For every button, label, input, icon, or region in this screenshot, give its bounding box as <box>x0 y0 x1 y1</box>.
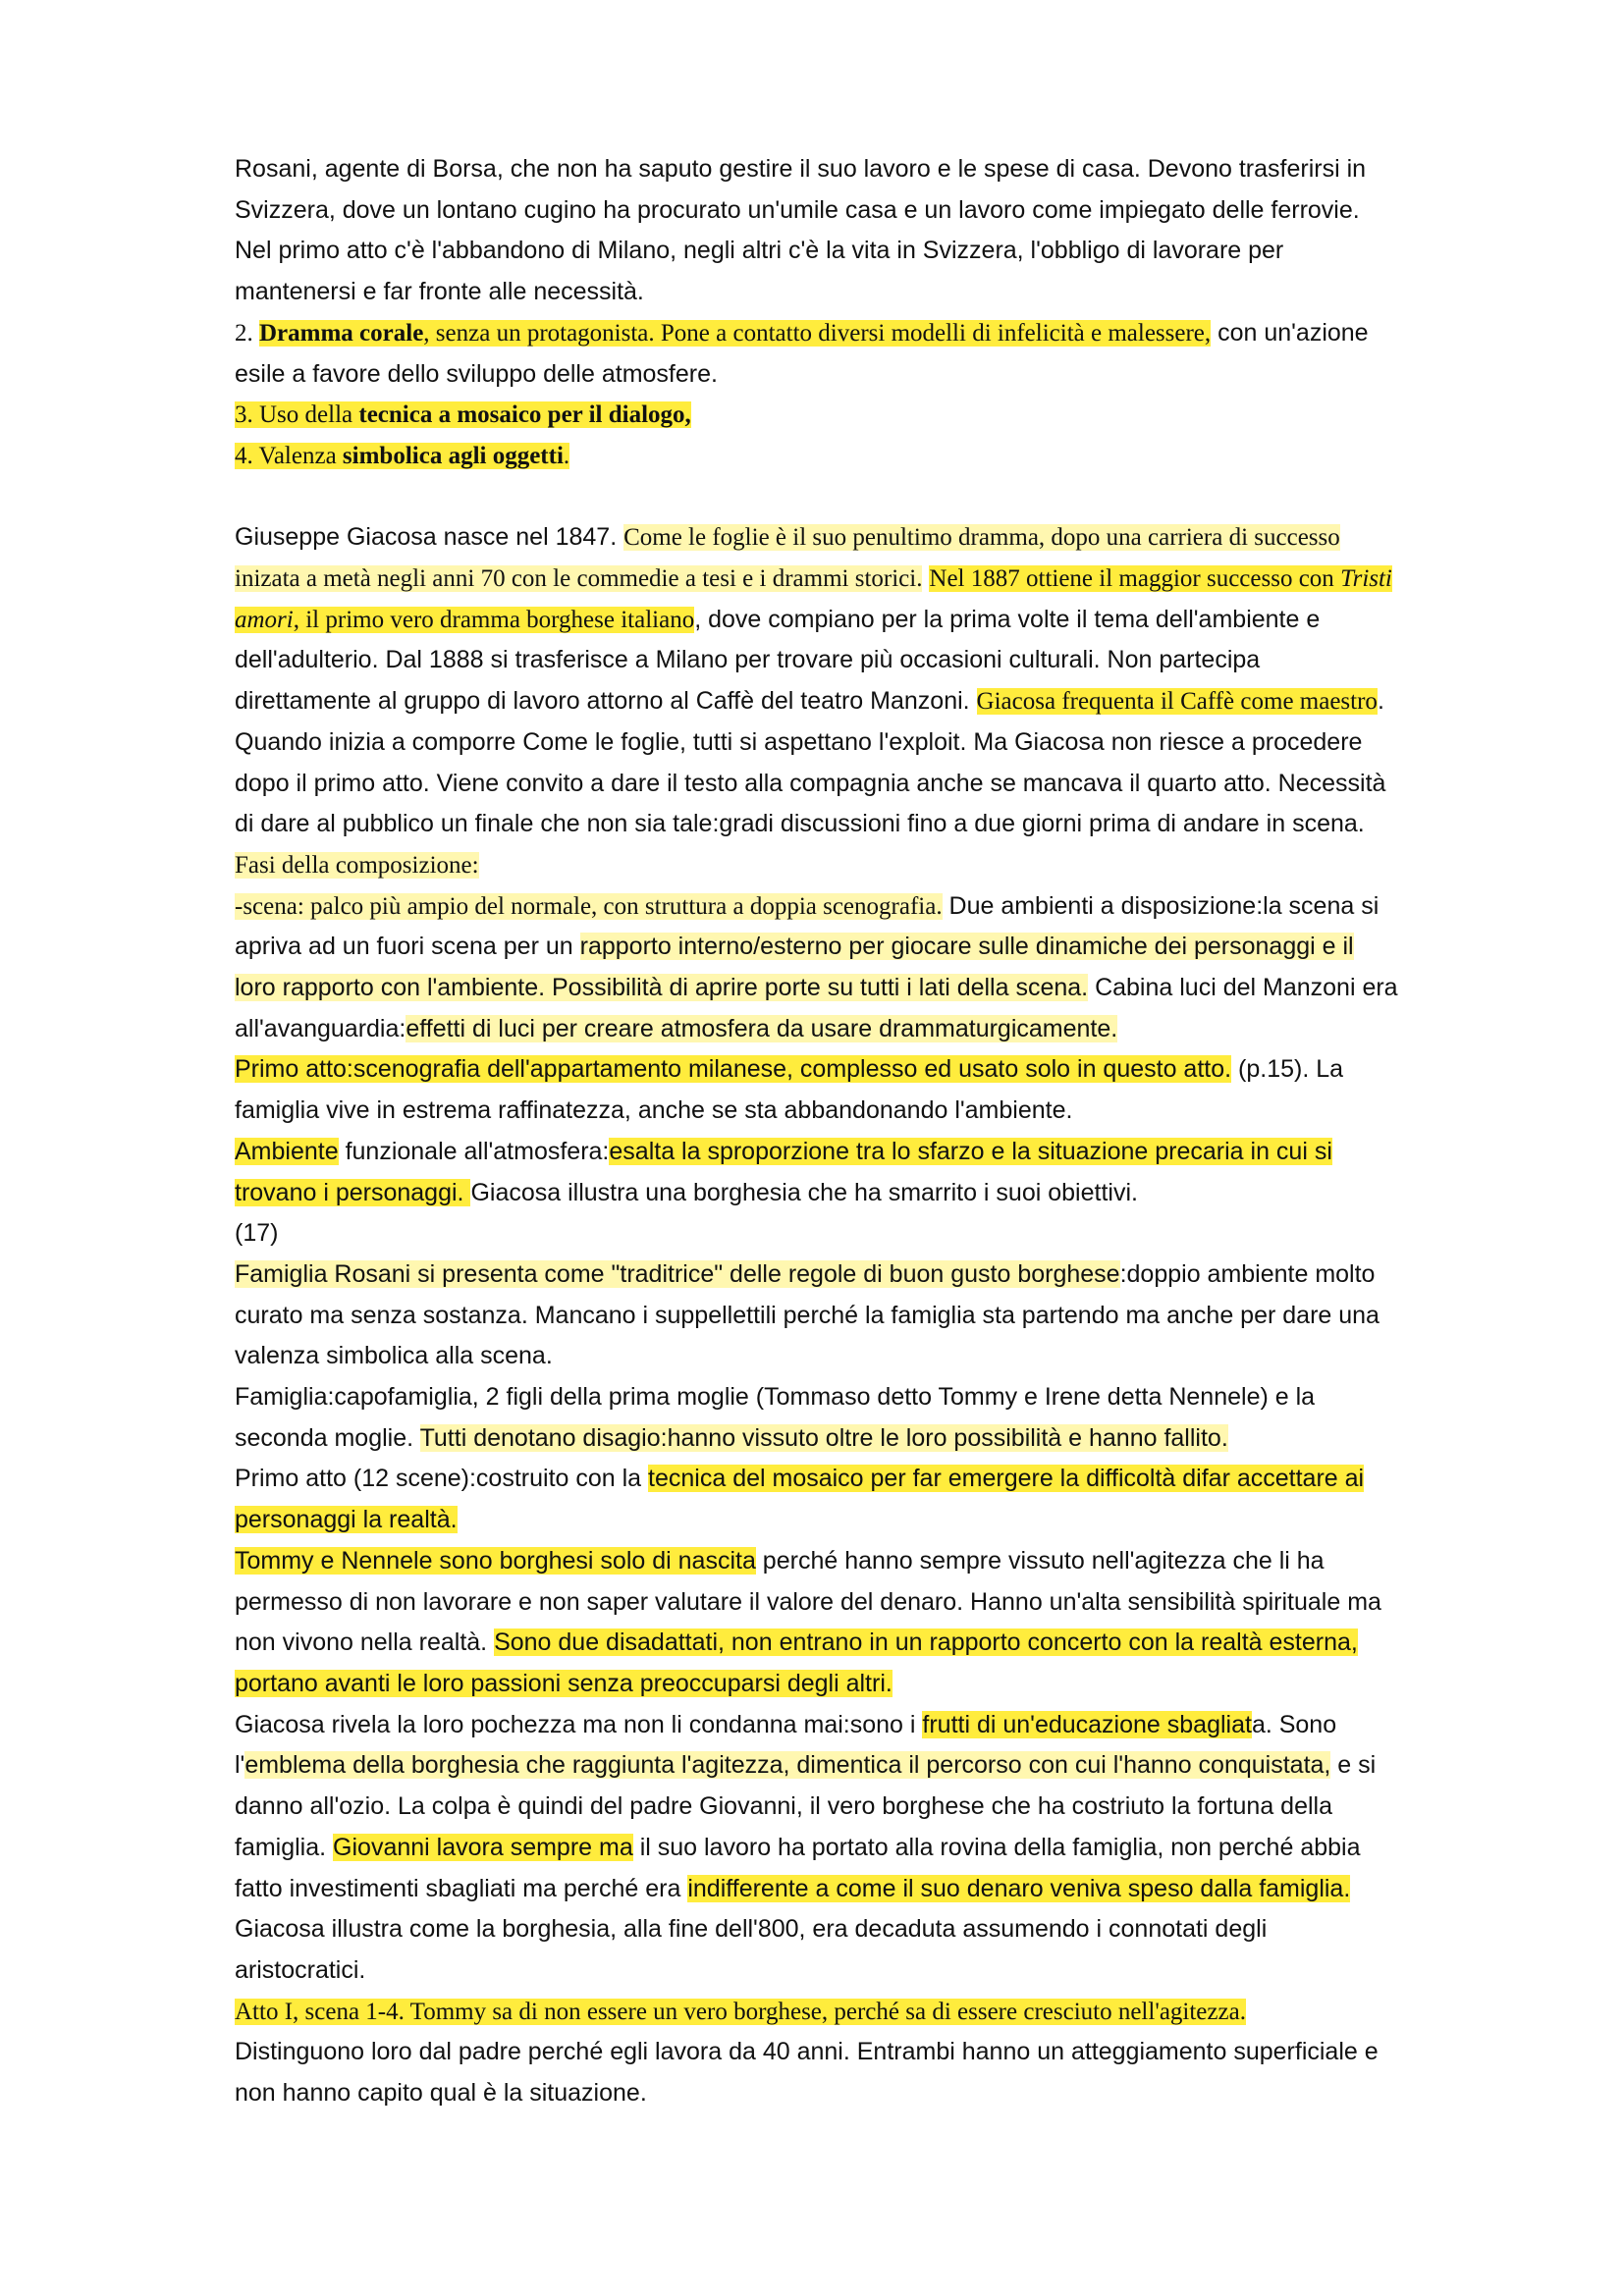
paragraph <box>235 1705 1398 1992</box>
paragraph <box>235 517 1398 845</box>
document-body <box>235 149 1398 2114</box>
text-run: con un'azione esile a favore dello sviluppo delle atmosfere. <box>235 318 1369 388</box>
text-run: Distinguono loro dal padre perché egli lavora da 40 anni. Entrambi hanno un atteggiamento superficiale e non hanno capito qual è la situazione. <box>235 2038 1379 2108</box>
text-run: Rosani, agente di Borsa, che non ha saputo gestire il suo lavoro e le spese di casa. Devono trasferirsi in Svizzera, dove un lontano cugino ha procurato un'umile casa e un lavoro come impiegato delle ferrovie. Nel primo atto c'è l'abbandono di Milano, negli altri c'è la vita in Svizzera, l'obbligo di lavorare per mantenersi e far fronte alle necessità. <box>235 155 1367 306</box>
paragraph <box>235 1459 1398 1540</box>
text-run: . <box>563 442 570 469</box>
text-run: Giacosa frequenta il Caffè come maestro <box>976 688 1378 716</box>
paragraph <box>235 149 1398 313</box>
text-run: esalta la sproporzione tra lo sfarzo e la situazione precaria in cui si trovano i personaggi. <box>235 1137 1332 1206</box>
text-run: Primo atto (12 scene):costruito con la <box>235 1465 649 1493</box>
text-run: -scena: palco più ampio del normale, con struttura a doppia scenografia. <box>235 892 943 920</box>
text-run: rapporto interno/esterno per giocare sulle dinamiche dei personaggi e il loro rapporto con l'ambiente. Possibilità di aprire porte su tutti i lati della scena. <box>235 933 1354 1002</box>
text-run: Due ambienti a disposizione:la scena si apriva ad un fuori scena per un <box>235 891 1380 961</box>
paragraph <box>235 313 1398 395</box>
paragraph <box>235 2032 1398 2113</box>
paragraph <box>235 1541 1398 1705</box>
text-run: il suo lavoro ha portato alla rovina della famiglia, non perché abbia fatto investimenti sbagliati ma perché era <box>235 1833 1361 1902</box>
text-run: Famiglia:capofamiglia, 2 figli della prima moglie (Tommaso detto Tommy e Irene detta Nennele) e la seconda moglie. <box>235 1383 1316 1452</box>
text-run: Come le foglie è il suo penultimo dramma, dopo una carriera di successo inizata a metà negli anni 70 con le commedie a tesi e i drammi storici. <box>235 524 1340 593</box>
text-run: Giovanni lavora sempre ma <box>333 1833 633 1861</box>
paragraph <box>235 1213 1398 1255</box>
text-run: Fasi della composizione: <box>235 851 479 879</box>
text-run: Dramma corale <box>259 319 424 347</box>
text-run: 4. Valenza <box>235 442 343 469</box>
text-run: tecnica a mosaico per il dialogo, <box>358 401 691 429</box>
text-run: Giacosa rivela la loro pochezza ma non li condanna mai:sono i <box>235 1710 923 1738</box>
text-run: . Quando inizia a comporre Come le foglie, tutti si aspettano l'exploit. Ma Giacosa non riesce a procedere dopo il primo atto. Viene convito a dare il testo alla compagnia anche se mancava il quarto atto. Necessità di dare al pubblico un finale che non sia tale:gradi discussioni fino a due giorni prima di andare in scena. <box>235 687 1386 838</box>
text-run: emblema della borghesia che raggiunta l'agitezza, dimentica il percorso con cui l'hanno conquistata, <box>244 1751 1331 1780</box>
text-run: Tommy e Nennele sono borghesi solo di nascita <box>235 1546 756 1575</box>
text-run: Nel 1887 ottiene il maggior successo con <box>929 565 1341 593</box>
text-run: Cabina luci del Manzoni era all'avanguardia: <box>235 974 1398 1042</box>
text-run: Giacosa illustra una borghesia che ha smarrito i suoi obiettivi. <box>470 1178 1138 1206</box>
text-run: tecnica del mosaico per far emergere la difficoltà difar accettare ai personaggi la realtà. <box>235 1465 1365 1534</box>
text-run: frutti di un'educazione sbagliat <box>922 1710 1252 1738</box>
text-run: Tutti denotano disagio:hanno vissuto oltre le loro possibilità e hanno fallito. <box>419 1423 1228 1452</box>
text-run: e si danno all'ozio. La colpa è quindi del padre Giovanni, il vero borghese che ha costriuto la fortuna della famiglia. <box>235 1751 1377 1861</box>
text-run: Giuseppe Giacosa nasce nel 1847. <box>235 523 624 552</box>
text-run: Sono due disadattati, non entrano in un rapporto concerto con la realtà esterna, portano avanti le loro passioni senza preoccuparsi degli altri. <box>235 1629 1358 1697</box>
text-run: a. Sono l' <box>235 1710 1337 1780</box>
paragraph <box>235 1132 1398 1213</box>
text-run: 3. Uso della <box>235 401 359 429</box>
text-run: Ambiente <box>235 1137 339 1165</box>
text-run: indifferente a come il suo denaro veniva speso dalla famiglia. <box>687 1874 1351 1902</box>
paragraph <box>235 395 1398 436</box>
text-run: Tristi amori <box>235 565 1392 633</box>
paragraph <box>235 886 1398 1050</box>
text-run: funzionale all'atmosfera: <box>338 1137 610 1165</box>
paragraph <box>235 1992 1398 2033</box>
text-run: :doppio ambiente molto curato ma senza sostanza. Mancano i suppellettili perché la famiglia sta partendo ma anche per dare una valenza simbolica alla scena. <box>235 1259 1380 1370</box>
paragraph <box>235 1255 1398 1377</box>
paragraph <box>235 1377 1398 1459</box>
text-run: (p.15). La famiglia vive in estrema raffinatezza, anche se sta abbandonando l'ambiente. <box>235 1055 1344 1125</box>
text-run: (17) <box>235 1219 279 1248</box>
text-run: , dove compiano per la prima volte il tema dell'ambiente e dell'adulterio. Dal 1888 si trasferisce a Milano per trovare più occasioni culturali. Non partecipa direttamente al gruppo di lavoro attorno al Caffè del teatro Manzoni. <box>235 605 1321 716</box>
text-run: Giacosa illustra come la borghesia, alla fine dell'800, era decaduta assumendo i connotati degli aristocratici. <box>235 1915 1268 1984</box>
paragraph <box>235 845 1398 886</box>
text-run: effetti di luci per creare atmosfera da usare drammaturgicamente. <box>406 1014 1118 1042</box>
text-run: , il primo vero dramma borghese italiano <box>293 606 695 633</box>
blank-line <box>235 477 1398 518</box>
paragraph <box>235 1049 1398 1131</box>
text-run: simbolica agli oggetti <box>342 442 564 469</box>
paragraph <box>235 436 1398 477</box>
text-run: perché hanno sempre vissuto nell'agitezza che li ha permesso di non lavorare e non saper valutare il valore del denaro. Hanno un'alta sensibilità spirituale ma non vivono nella realtà. <box>235 1546 1381 1657</box>
text-run: Atto I, scena 1-4. Tommy sa di non essere un vero borghese, perché sa di essere cresciuto nell'agitezza. <box>235 1998 1246 2025</box>
text-run: Famiglia Rosani si presenta come "traditrice" delle regole di buon gusto borghese <box>235 1259 1120 1288</box>
text-run: Primo atto:scenografia dell'appartamento milanese, complesso ed usato solo in questo atto. <box>235 1055 1232 1084</box>
text-run: , senza un protagonista. Pone a contatto diversi modelli di infelicità e malessere, <box>423 319 1212 347</box>
text-run: 2. <box>235 319 259 347</box>
